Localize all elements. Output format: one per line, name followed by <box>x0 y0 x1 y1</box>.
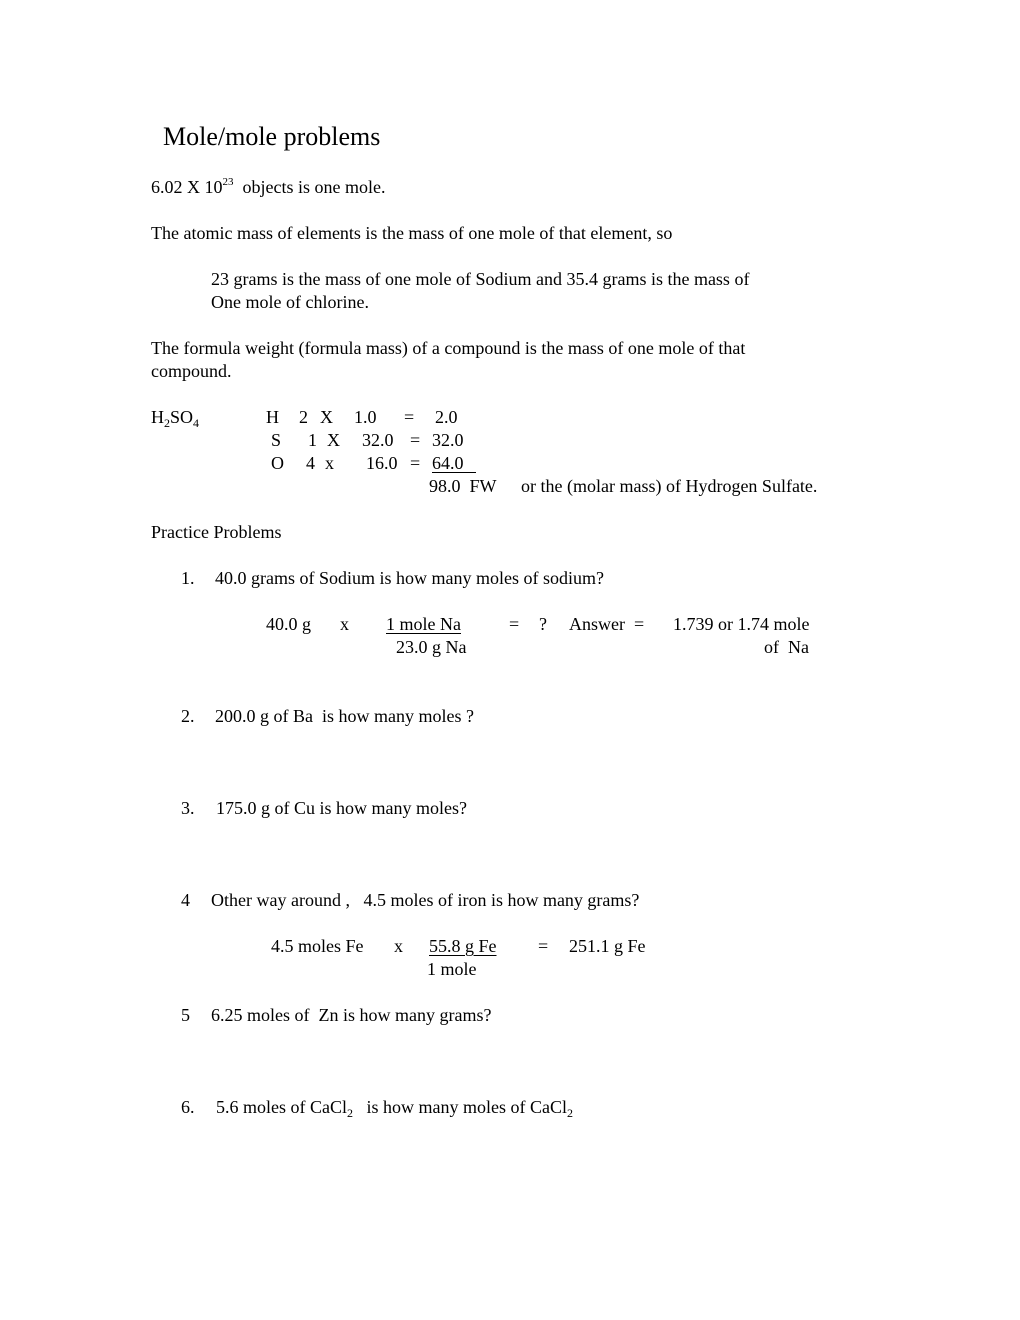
h-element: H <box>266 407 279 427</box>
problem-3-number: 3. <box>181 798 195 818</box>
problem-5-number: 5 <box>181 1005 190 1025</box>
s-count: 1 <box>308 430 317 450</box>
formula-weight-note: or the (molar mass) of Hydrogen Sulfate. <box>521 476 818 496</box>
o-mass: 16.0 <box>366 453 398 473</box>
formula-weight-line-2: compound. <box>151 361 232 381</box>
practice-heading: Practice Problems <box>151 522 282 542</box>
h2so4-formula: $H_2SO_4$ <box>151 407 200 430</box>
h-mass: 1.0 <box>354 407 377 427</box>
avogadro-text: objects is one mole. <box>233 177 386 197</box>
s-times: X <box>327 430 340 450</box>
work1-answer-unit: of Na <box>764 637 809 657</box>
page-title: Mole/mole problems <box>163 122 381 151</box>
work1-equals: = <box>509 614 520 634</box>
s-total: 32.0 <box>432 430 464 450</box>
h-equals: = <box>404 407 415 427</box>
problem-3-text: 175.0 g of Cu is how many moles? <box>216 798 467 818</box>
work1-answer-label: Answer = <box>569 614 645 634</box>
problem-6-number: 6. <box>181 1097 195 1117</box>
work4-times: x <box>394 936 403 956</box>
h-total: 2.0 <box>435 407 458 427</box>
o-element: O <box>271 453 284 473</box>
formula-weight-line-1: The formula weight (formula mass) of a compound is the mass of one mole of that <box>151 338 746 358</box>
problem-2-text: 200.0 g of Ba is how many moles ? <box>215 706 474 726</box>
problem-6-text: 5.6 moles of CaCl$_2$ is how many moles of CaCl$_2$ <box>216 1097 573 1120</box>
o-total: 64.0 <box>432 452 476 473</box>
atomic-mass-intro: The atomic mass of elements is the mass of one mole of that element, so <box>151 223 673 243</box>
work1-times: x <box>340 614 349 634</box>
work1-unknown: ? <box>539 614 547 634</box>
s-equals: = <box>410 430 421 450</box>
work4-denominator: 1 mole <box>427 959 477 979</box>
o-equals: = <box>410 453 421 473</box>
problem-4-text: Other way around , 4.5 moles of iron is how many grams? <box>211 890 640 910</box>
example-line-2: One mole of chlorine. <box>211 292 369 312</box>
o-times: x <box>325 453 334 473</box>
example-line-1: 23 grams is the mass of one mole of Sodium and 35.4 grams is the mass of <box>211 269 750 289</box>
problem-1-number: 1. <box>181 568 195 588</box>
avogadro-exponent: 23 <box>222 176 234 188</box>
o-count: 4 <box>306 453 315 473</box>
work1-answer: 1.739 or 1.74 mole <box>673 614 810 634</box>
h-times: X <box>320 407 333 427</box>
s-mass: 32.0 <box>362 430 394 450</box>
formula-weight-sum: 98.0 FW <box>429 476 497 496</box>
avogadro-statement <box>151 176 385 201</box>
work1-given: 40.0 g <box>266 614 311 634</box>
work1-numerator: 1 mole Na <box>386 614 461 634</box>
work1-denominator: 23.0 g Na <box>396 637 467 657</box>
s-element: S <box>271 430 282 450</box>
problem-4-number: 4 <box>181 890 190 910</box>
work4-equals: = <box>538 936 549 956</box>
problem-2-number: 2. <box>181 706 195 726</box>
work4-result: 251.1 g Fe <box>569 936 646 956</box>
problem-1-text: 40.0 grams of Sodium is how many moles of sodium? <box>215 568 604 588</box>
problem-5-text: 6.25 moles of Zn is how many grams? <box>211 1005 492 1025</box>
avogadro-coefficient: 6.02 X 10 <box>151 177 223 197</box>
work4-given: 4.5 moles Fe <box>271 936 364 956</box>
work4-numerator: 55.8 g Fe <box>429 936 497 956</box>
h-count: 2 <box>299 407 308 427</box>
